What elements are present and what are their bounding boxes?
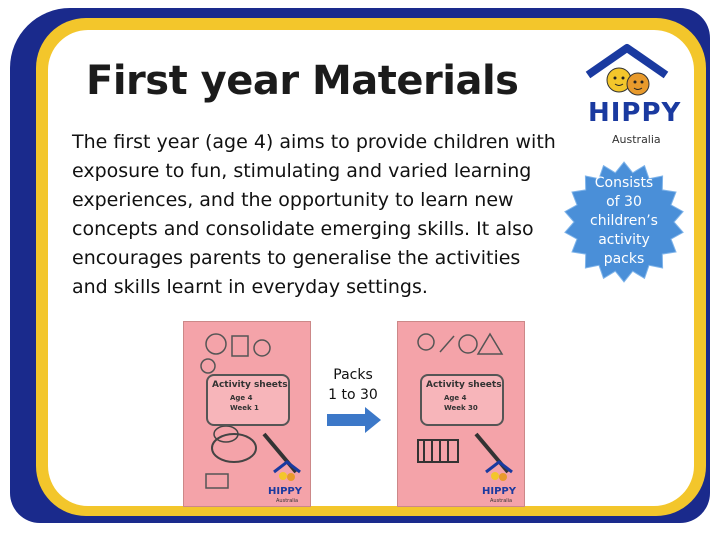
activity-sheet-label bbox=[420, 374, 504, 426]
badge-line: of 30 bbox=[606, 194, 642, 210]
activity-sheet-label bbox=[206, 374, 290, 426]
book-logo-wordmark: HIPPY bbox=[482, 486, 516, 497]
right-arrow-icon bbox=[327, 407, 381, 433]
slide-body-text bbox=[72, 128, 577, 302]
badge-line: Consists bbox=[594, 175, 654, 191]
sheet-title: Activity sheets bbox=[212, 380, 288, 390]
sheet-week: Week 1 bbox=[230, 404, 259, 412]
book-logo-subtitle: Australia bbox=[490, 498, 513, 504]
body-line: exposure to fun, stimulating and varied learning bbox=[72, 160, 532, 182]
body-line: The first year (age 4) aims to provide children with bbox=[72, 131, 556, 153]
body-line: encourages parents to generalise the activities bbox=[72, 247, 521, 269]
activity-book-week-1 bbox=[183, 321, 311, 507]
badge-line: packs bbox=[603, 251, 645, 267]
book-logo-subtitle: Australia bbox=[276, 498, 299, 504]
slide-title: First year Materials bbox=[86, 58, 519, 104]
packs-line-1: Packs bbox=[333, 367, 373, 383]
packs-label bbox=[322, 365, 384, 405]
sheet-week: Week 30 bbox=[444, 404, 478, 412]
badge-line: children’s bbox=[590, 213, 658, 229]
body-line: concepts and consolidate emerging skills. It also bbox=[72, 218, 534, 240]
sheet-age: Age 4 bbox=[444, 394, 467, 402]
book-logo-wordmark: HIPPY bbox=[268, 486, 302, 497]
badge-line: activity bbox=[598, 232, 650, 248]
logo-wordmark: HIPPY bbox=[588, 98, 682, 128]
body-line: experiences, and the opportunity to learn new bbox=[72, 189, 514, 211]
badge-text bbox=[562, 174, 686, 269]
sheet-title: Activity sheets bbox=[426, 380, 502, 390]
activity-book-week-30 bbox=[397, 321, 525, 507]
sheet-age: Age 4 bbox=[230, 394, 253, 402]
logo-subtitle: Australia bbox=[612, 133, 661, 146]
body-line: and skills learnt in everyday settings. bbox=[72, 276, 428, 298]
packs-line-2: 1 to 30 bbox=[328, 387, 378, 403]
